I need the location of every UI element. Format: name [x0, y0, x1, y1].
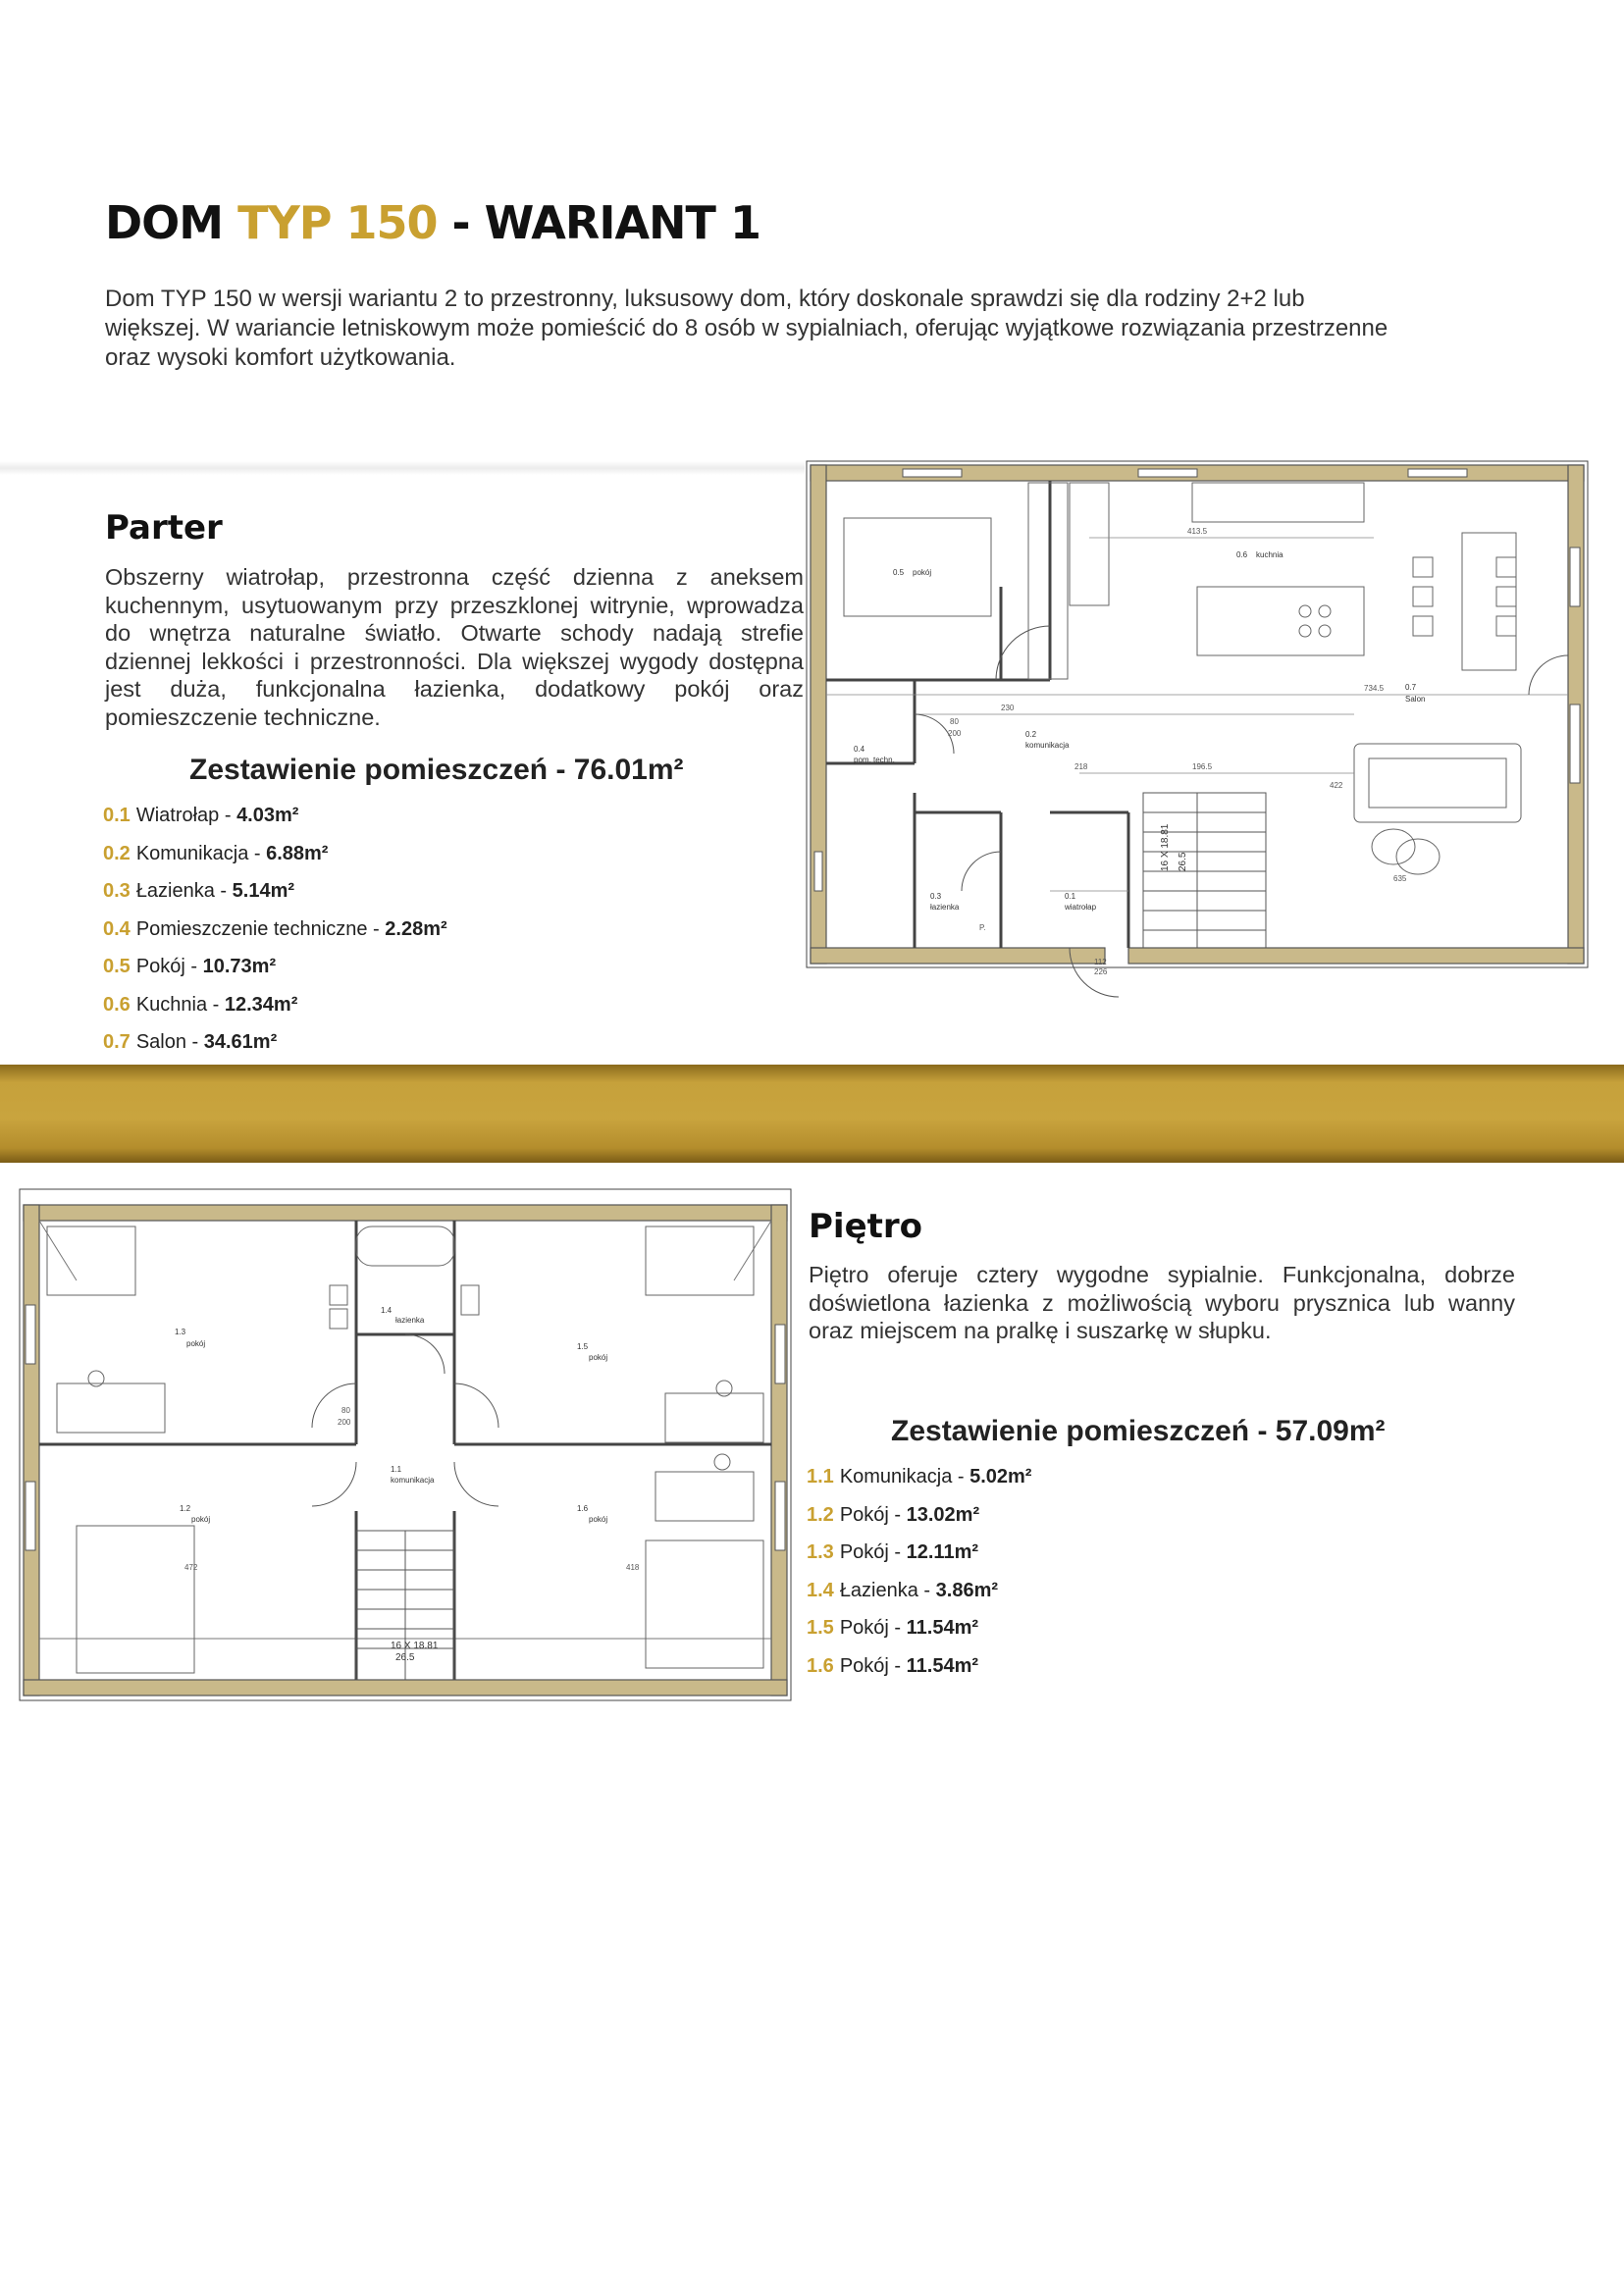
svg-text:0.1: 0.1 [1065, 892, 1076, 901]
svg-text:1.6: 1.6 [577, 1504, 589, 1513]
room-name: Wiatrołap - [135, 805, 237, 826]
room-name: Salon - [135, 1031, 204, 1053]
svg-text:0.5: 0.5 [893, 568, 905, 577]
title-dom: DOM [105, 196, 238, 249]
room-area: 12.34m² [224, 993, 298, 1016]
upper-floor-heading: Piętro [809, 1207, 923, 1246]
ground-room-item [103, 835, 447, 873]
svg-text:80: 80 [341, 1406, 350, 1415]
upper-room-item [807, 1496, 1031, 1535]
svg-text:komunikacja: komunikacja [1025, 741, 1070, 750]
ground-room-item [103, 797, 447, 835]
upper-floor-plan [18, 1187, 793, 1702]
room-number: 1.3 [807, 1541, 834, 1563]
svg-text:0.3: 0.3 [930, 892, 942, 901]
svg-text:472: 472 [184, 1563, 198, 1572]
svg-text:kuchnia: kuchnia [1256, 550, 1283, 559]
upper-floor-room-list [807, 1458, 1031, 1685]
room-label-05 [893, 568, 931, 577]
svg-text:łazienka: łazienka [395, 1316, 425, 1325]
svg-text:0.4: 0.4 [854, 745, 865, 754]
svg-text:226: 226 [1094, 967, 1108, 976]
room-area: 11.54m² [906, 1654, 979, 1677]
room-number: 1.6 [807, 1654, 834, 1677]
svg-text:Salon: Salon [1405, 695, 1426, 704]
page-title [105, 196, 760, 249]
svg-text:pokój: pokój [589, 1353, 608, 1362]
upper-room-item [807, 1572, 1031, 1610]
ground-floor-summary: Zestawienie pomieszczeń - 76.01m² [189, 754, 684, 786]
room-number: 0.6 [103, 993, 131, 1016]
room-label-06 [1236, 550, 1283, 559]
room-area: 4.03m² [236, 805, 299, 826]
room-name: Pokój - [839, 1503, 907, 1526]
upper-room-item [807, 1647, 1031, 1686]
room-number: 1.5 [807, 1617, 834, 1639]
room-area: 6.88m² [266, 842, 329, 864]
room-name: Pokój - [135, 956, 203, 977]
svg-text:16 X 18.81: 16 X 18.81 [391, 1641, 439, 1651]
svg-text:P.: P. [979, 923, 986, 932]
svg-text:734.5: 734.5 [1364, 684, 1385, 693]
gold-divider-band [0, 1065, 1624, 1163]
room-name: Łazienka - [839, 1579, 936, 1601]
ground-room-item [103, 1023, 447, 1062]
room-number: 0.1 [103, 805, 131, 826]
ground-room-item [103, 872, 447, 911]
svg-text:413.5: 413.5 [1187, 527, 1208, 536]
upper-room-item [807, 1458, 1031, 1496]
room-number: 1.2 [807, 1503, 834, 1526]
room-name: Pomieszczenie techniczne - [135, 917, 386, 940]
room-name: Komunikacja - [135, 842, 267, 864]
room-name: Pokój - [839, 1541, 907, 1563]
room-area: 2.28m² [385, 917, 447, 940]
room-number: 0.2 [103, 842, 131, 864]
svg-text:0.6: 0.6 [1236, 550, 1248, 559]
svg-text:200: 200 [338, 1418, 351, 1427]
room-name: Komunikacja - [839, 1466, 970, 1487]
svg-text:26.5: 26.5 [1178, 852, 1188, 871]
room-area: 34.61m² [203, 1031, 278, 1053]
room-number: 0.7 [103, 1031, 131, 1053]
section-divider [0, 461, 805, 475]
room-number: 1.4 [807, 1579, 834, 1601]
room-area: 11.54m² [906, 1617, 979, 1639]
svg-text:1.3: 1.3 [175, 1328, 186, 1336]
svg-text:1.1: 1.1 [391, 1465, 402, 1474]
title-variant: - WARIANT 1 [437, 196, 760, 249]
ground-room-item [103, 948, 447, 986]
svg-text:422: 422 [1330, 781, 1343, 790]
svg-text:pokój: pokój [186, 1339, 206, 1348]
room-area: 12.11m² [906, 1541, 979, 1563]
room-name: Łazienka - [135, 880, 233, 902]
ground-floor-heading: Parter [105, 508, 223, 548]
svg-text:wiatrołap: wiatrołap [1065, 903, 1097, 912]
room-area: 10.73m² [202, 956, 277, 977]
ground-floor-room-list [103, 797, 447, 1062]
svg-text:komunikacja: komunikacja [391, 1476, 435, 1485]
upper-room-item [807, 1609, 1031, 1647]
room-area: 13.02m² [906, 1503, 980, 1526]
room-name: Pokój - [839, 1654, 907, 1677]
svg-text:łazienka: łazienka [930, 903, 960, 912]
svg-text:pokój: pokój [191, 1515, 211, 1524]
upper-room-item [807, 1534, 1031, 1572]
room-area: 5.02m² [969, 1466, 1032, 1487]
room-number: 1.1 [807, 1466, 834, 1487]
room-area: 5.14m² [232, 880, 295, 902]
upper-floor-description: Piętro oferuje cztery wygodne sypialnie. Funkcjonalna, dobrze doświetlona łazienka z możliwością wyboru prysznica lub wanny oraz miejscem na pralkę i suszarkę w słupku. [809, 1262, 1515, 1343]
svg-text:635: 635 [1393, 874, 1407, 883]
svg-text:pokój: pokój [913, 568, 932, 577]
ground-floor-plan [805, 459, 1590, 976]
svg-text:pokój: pokój [589, 1515, 608, 1524]
svg-text:26.5: 26.5 [395, 1652, 415, 1663]
svg-text:1.5: 1.5 [577, 1342, 589, 1351]
svg-text:218: 218 [1074, 762, 1088, 771]
svg-text:pom. techn.: pom. techn. [854, 756, 895, 764]
room-name: Kuchnia - [135, 993, 225, 1016]
svg-text:418: 418 [626, 1563, 640, 1572]
ground-floor-description: Obszerny wiatrołap, przestronna część dzienna z aneksem kuchennym, usytuowanym przy przeszklonej witrynie, wprowadza do wnętrza naturalne światło. Otwarte schody nadają strefie dziennej lekkości i przestronności. Dla większej wygody dostępna jest duża, funkcjonalna łazienka, dodatkowy pokój oraz pomieszczenie techniczne. [105, 564, 804, 730]
intro-paragraph: Dom TYP 150 w wersji wariantu 2 to przestronny, luksusowy dom, który doskonale sprawdzi się dla rodziny 2+2 lub większej. W wariancie letniskowym może pomieścić do 8 osób w sypialniach, oferując wyjątkowe rozwiązania przestrzenne oraz wysoki komfort użytkowania. [105, 286, 1388, 371]
svg-text:1.2: 1.2 [180, 1504, 191, 1513]
svg-text:200: 200 [948, 729, 962, 738]
svg-text:0.2: 0.2 [1025, 730, 1037, 739]
room-number: 0.5 [103, 956, 131, 977]
svg-text:1.4: 1.4 [381, 1306, 393, 1315]
title-type: TYP 150 [237, 196, 438, 249]
ground-room-item [103, 911, 447, 949]
svg-text:0.7: 0.7 [1405, 683, 1417, 692]
svg-text:80: 80 [950, 717, 959, 726]
ground-room-item [103, 986, 447, 1024]
room-area: 3.86m² [935, 1579, 999, 1601]
room-name: Pokój - [839, 1617, 907, 1639]
room-number: 0.4 [103, 917, 131, 940]
upper-floor-summary: Zestawienie pomieszczeń - 57.09m² [891, 1415, 1386, 1447]
svg-text:230: 230 [1001, 704, 1015, 712]
room-number: 0.3 [103, 880, 131, 902]
svg-text:16 X 18.81: 16 X 18.81 [1160, 823, 1171, 871]
svg-text:196.5: 196.5 [1192, 762, 1213, 771]
svg-text:112: 112 [1094, 958, 1107, 966]
